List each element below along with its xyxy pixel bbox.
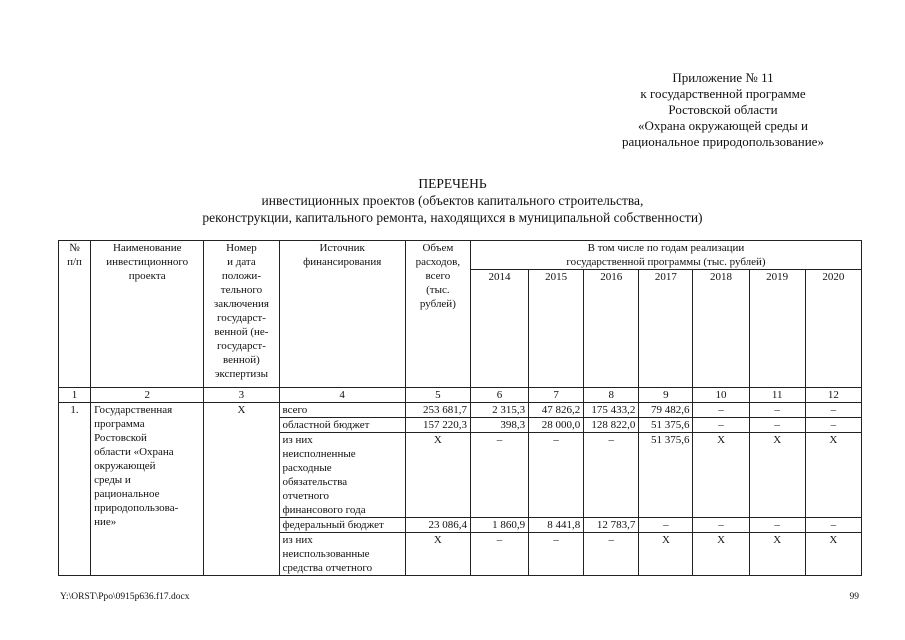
header-project-name: Наименование инвестиционного проекта: [91, 241, 204, 388]
column-number: 5: [405, 388, 470, 403]
column-number: 2: [91, 388, 204, 403]
appendix-line: рациональное природопользование»: [622, 134, 824, 149]
column-number: 11: [749, 388, 805, 403]
year-value-cell: Х: [749, 433, 805, 518]
table-row: [59, 403, 862, 418]
column-number: 4: [279, 388, 405, 403]
total-volume-cell: 157 220,3: [405, 418, 470, 433]
year-value-cell: 2 315,3: [470, 403, 528, 418]
column-numbers-row: [59, 388, 862, 403]
total-volume-cell: 253 681,7: [405, 403, 470, 418]
year-value-cell: –: [470, 433, 528, 518]
funding-source: областной бюджет: [279, 418, 405, 433]
header-year: 2017: [639, 270, 693, 388]
year-value-cell: 128 822,0: [584, 418, 639, 433]
funding-source: всего: [279, 403, 405, 418]
total-volume-cell: Х: [405, 433, 470, 518]
year-value-cell: Х: [749, 533, 805, 576]
header-num: № п/п: [59, 241, 91, 388]
year-value-cell: –: [529, 433, 584, 518]
appendix-line: Ростовской области: [668, 102, 778, 117]
document-title: [0, 175, 905, 226]
title-line: реконструкции, капитального ремонта, находящихся в муниципальной собственности): [202, 210, 703, 225]
total-volume-cell: Х: [405, 533, 470, 576]
header-expertise-conclusion: Номер и дата положи- тельного заключения государст- венной (не- государст- венной) экспертизы: [204, 241, 279, 388]
column-number: 3: [204, 388, 279, 403]
column-number: 6: [470, 388, 528, 403]
header-year: 2019: [749, 270, 805, 388]
header-year: 2016: [584, 270, 639, 388]
project-number: 1.: [59, 403, 91, 576]
total-volume-cell: 23 086,4: [405, 518, 470, 533]
project-conclusion: Х: [204, 403, 279, 576]
column-number: 9: [639, 388, 693, 403]
funding-source: из них неисполненные расходные обязательства отчетного финансового года: [279, 433, 405, 518]
header-total-volume: Объем расходов, всего (тыс. рублей): [405, 241, 470, 388]
year-value-cell: –: [805, 418, 861, 433]
year-value-cell: Х: [639, 533, 693, 576]
year-value-cell: Х: [693, 533, 749, 576]
year-value-cell: –: [584, 533, 639, 576]
year-value-cell: 28 000,0: [529, 418, 584, 433]
year-value-cell: –: [529, 533, 584, 576]
year-value-cell: –: [749, 418, 805, 433]
year-value-cell: –: [584, 433, 639, 518]
column-number: 8: [584, 388, 639, 403]
header-year: 2015: [529, 270, 584, 388]
appendix-line: Приложение № 11: [672, 70, 774, 85]
year-value-cell: Х: [693, 433, 749, 518]
year-value-cell: –: [693, 518, 749, 533]
year-value-cell: 47 826,2: [529, 403, 584, 418]
year-value-cell: –: [693, 403, 749, 418]
year-value-cell: –: [805, 403, 861, 418]
column-number: 1: [59, 388, 91, 403]
investment-projects-table: [58, 240, 862, 576]
year-value-cell: –: [470, 533, 528, 576]
header-funding-source: Источник финансирования: [279, 241, 405, 388]
year-value-cell: 1 860,9: [470, 518, 528, 533]
year-value-cell: –: [749, 403, 805, 418]
page-number: 99: [849, 592, 859, 602]
column-number: 10: [693, 388, 749, 403]
header-row: [59, 241, 862, 270]
year-value-cell: 51 375,6: [639, 418, 693, 433]
appendix-block: [593, 70, 853, 150]
year-value-cell: 175 433,2: [584, 403, 639, 418]
year-value-cell: Х: [805, 433, 861, 518]
year-value-cell: 8 441,8: [529, 518, 584, 533]
year-value-cell: Х: [805, 533, 861, 576]
year-value-cell: –: [805, 518, 861, 533]
appendix-line: «Охрана окружающей среды и: [638, 118, 808, 133]
funding-source: федеральный бюджет: [279, 518, 405, 533]
year-value-cell: 79 482,6: [639, 403, 693, 418]
year-value-cell: 398,3: [470, 418, 528, 433]
title-heading: ПЕРЕЧЕНЬ: [418, 176, 487, 191]
year-value-cell: –: [639, 518, 693, 533]
header-year: 2018: [693, 270, 749, 388]
title-line: инвестиционных проектов (объектов капитального строительства,: [261, 193, 644, 208]
year-value-cell: –: [693, 418, 749, 433]
header-year: 2020: [805, 270, 861, 388]
file-path: Y:\ORST\Ppo\0915p636.f17.docx: [60, 592, 190, 602]
header-years-group: В том числе по годам реализации государственной программы (тыс. рублей): [470, 241, 861, 270]
year-value-cell: 12 783,7: [584, 518, 639, 533]
year-value-cell: 51 375,6: [639, 433, 693, 518]
column-number: 7: [529, 388, 584, 403]
column-number: 12: [805, 388, 861, 403]
year-value-cell: –: [749, 518, 805, 533]
funding-source: из них неиспользованные средства отчетного: [279, 533, 405, 576]
header-year: 2014: [470, 270, 528, 388]
appendix-line: к государственной программе: [640, 86, 806, 101]
project-name: Государственная программа Ростовской области «Охрана окружающей среды и рациональное природопользова- ние»: [91, 403, 204, 576]
